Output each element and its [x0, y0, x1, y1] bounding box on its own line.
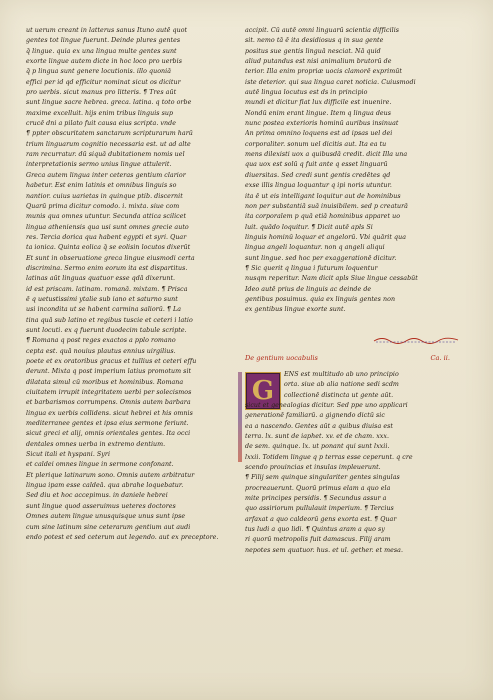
text-line: ENS est multitudo ab uno principio — [284, 371, 399, 378]
text-line: lingua ex uerbis collidens. sicut hebrei et his omnis — [26, 409, 193, 417]
text-line: Quarū prima dicitur comodo. i. mixta. siue com — [26, 202, 180, 210]
text-line: sunt lingue. sed hoc per exaggerationē dicitur. — [245, 254, 397, 262]
text-line: usi incondita ut se habent carmina saliorū. ¶ La — [26, 306, 182, 314]
text-line: res. Tercia dorica qua habent egypti et syri. Quar — [26, 233, 187, 241]
text-line: ex gentibus lingue exorte sunt. — [245, 306, 346, 314]
text-line: Et plerique latinarum sono. Omnis autem arbitratur — [26, 471, 195, 479]
text-line: scendo prouincias et insulas impleuerunt. — [245, 464, 381, 472]
text-line: trium linguarum cognitio necessaria est. ut ad alte — [26, 140, 191, 148]
text-line: lxxii. Totidem lingue q p terras esse ceperunt. q cre — [245, 453, 413, 461]
text-line: collectionē distincta ut gente aūt. — [284, 391, 394, 399]
text-line: sit. nemo tā ē ita desidiosus q in sua gente — [245, 37, 384, 45]
initial-letter: G — [251, 376, 275, 406]
text-line: endo potest et sed ceterum aut legendo. aut ex preceptore. — [26, 533, 219, 541]
text-line: linguis hominū loquar et angelorū. Vbi quārit qua — [245, 233, 406, 241]
text-line: lingua angeli loquantur. non q angeli aliqui — [245, 244, 385, 252]
text-line: nantior. cuius uarietas in quinque ptib. discernit — [26, 192, 183, 200]
text-line: ¶ Filij sem quinque singulariter gentes singulas — [245, 474, 400, 482]
text-line: ciuitatem irrupit integritatem uerbi per solecismos — [26, 389, 192, 397]
text-line: iste deterior. qui sua lingua caret noticia. Cuiusmodi — [245, 78, 416, 86]
text-line: cepta est. quā nouius plautus ennius uirgilius. — [26, 347, 176, 355]
text-line: mite principes persidis. ¶ Secundus assur a — [245, 495, 387, 503]
text-line: autē lingua locutus est ds in principio — [245, 89, 368, 97]
text-line: terior. Illa enim propriæ uocis clamorē exprimūt — [245, 68, 402, 76]
text-line: sicut greci et alij, omnis orientales gentes. Ita occi — [26, 430, 191, 438]
initial-border-flourish — [238, 372, 242, 462]
text-line: poete et ex oratoribus gracus et tullius et ceteri effu — [26, 358, 197, 365]
rubric-chapter-number: Ca. ii. — [430, 354, 450, 362]
text-line: positus sue gentis linguā nesciat. Nā quid — [245, 47, 381, 55]
text-line: ¶ Sic querit q lingua i futurum loquentur — [245, 264, 378, 272]
text-line: nunc postea exterioris hominū auribus insinuat — [245, 120, 399, 128]
text-line: non per substantiā suā inuisibilem. sed p creaturā — [245, 202, 408, 210]
text-line: diuersitas. Sed credi sunt gentis credētes qd — [245, 171, 391, 179]
text-line: sicut et genealogias dicitur. Sed ppe uno applicari — [245, 402, 408, 409]
text-line: habetur. Est enim latinis et omnibus linguis so — [26, 182, 177, 190]
text-line: orta. siue ab alia natione sedi scdm — [284, 381, 399, 389]
text-line: Omnes autem lingue unusquisque unus sunt ipse — [26, 513, 186, 521]
text-line: q̄ p lingua sunt genere locutionis. illo quoniā — [26, 68, 172, 76]
text-line: luit. quādo loquitur. ¶ Dicit autē apls Si — [245, 223, 373, 231]
text-line: pro uerbis. sicut manus pro litteris. ¶ Tres aūt — [26, 89, 177, 97]
text-line: Ideo autē prius de linguis ac deinde de — [245, 285, 372, 293]
text-line: An prima omnino loquens est ad ipsas uel dei — [245, 130, 393, 138]
text-line: arfaxat a quo caldeorū gens exorta est. ¶ Quar — [245, 515, 397, 523]
text-line: nusqm reperitur. Nam dicit apls Siue lingue cessabūt — [245, 275, 418, 283]
text-line: aliud putandus est nisi animalium brutorū de — [245, 58, 392, 66]
text-line: sunt locuti. ex q fuerunt duodecim tabule scripte. — [26, 326, 187, 334]
right-text-column-top — [245, 26, 450, 326]
text-line: ut uerum creant in latterus sanus Ituno autē quot — [26, 27, 188, 34]
text-line: Sed diu et hoc accepimus. in daniele hebrei — [26, 492, 168, 500]
text-line: sunt lingue sacre hebrea. greca. latina. q toto orbe — [26, 99, 192, 107]
text-line: mundi et dicitur fiat lux difficile est inuenire. — [245, 99, 392, 107]
text-line: gentibus posuimus. quia ex linguis gentes non — [245, 295, 396, 303]
text-line: q̄ lingue. quia ex una lingua multe gentes sunt — [26, 47, 177, 55]
text-line: accipit. Cū autē omni linguarū scientia difficilis — [245, 27, 400, 34]
text-line: gentes tot lingue fuerunt. Deinde plures gentes — [26, 37, 181, 45]
text-line: ita ē ut eis intelligant loquitur aut de hominibus — [245, 192, 401, 200]
text-line: Greca autem lingua inter ceteras gentium clarior — [26, 171, 186, 179]
text-line: de sem. quinque. lx. ut ponant qui sunt lxxii. — [245, 443, 390, 451]
text-line: discrimina. Sermo enim eorum ita est dispartitus. — [26, 264, 188, 272]
text-line: ram recurratur. dū siquā dubitationem nomis uel — [26, 151, 185, 159]
text-line: ē q uetustissimi ytalie sub iano et saturno sunt — [26, 295, 178, 303]
text-line: interpretationis sermo unius lingue attulerit. — [26, 161, 172, 169]
text-line: Et sunt in obseruatione greca lingue eiusmodi certa — [26, 254, 195, 262]
right-text-column-bottom — [245, 401, 450, 681]
text-line: exorte lingue autem dicte in hoc loco pro uerbis — [26, 58, 182, 66]
text-line: cum sine latinum sine ceterarum gentium aut audi — [26, 523, 191, 531]
left-text-column — [26, 26, 231, 676]
text-line: mens dilexisti uox a quibusdā credit. dicit Illa una — [245, 151, 408, 159]
text-line: crucē dni a pilato fuit causa eius scripta. vnde — [26, 120, 176, 128]
text-line: tina quā sub latino et regibus tuscie et ceteri i latio — [26, 316, 193, 324]
text-line: latinas aūt linguas quatuor esse qdā dixerunt. — [26, 275, 176, 283]
text-line: dentales omnes uerba in extremo dentium. — [26, 440, 166, 448]
text-line: generationē familiarū. a gignendo dictū sic — [245, 412, 385, 420]
text-line: dilatata simul cū moribus et hominibus. Romana — [26, 378, 184, 386]
text-line: ita corporalem p quā etiā hominibus apparet uo — [245, 213, 401, 221]
text-line: corporaliter. sonum uel dicitis aut. Ita ea tu — [245, 140, 387, 148]
rubric-title: De gentium uocabulis — [245, 354, 318, 362]
text-line: ¶ Romana q post reges exactos a pplo romano — [26, 337, 176, 345]
text-line: ea a nascendo. Gentes aūt a quibus diuisa est — [245, 422, 393, 430]
text-line: et caldei omnes lingue in sermone confonant. — [26, 461, 174, 469]
text-line: mediterranee gentes et ipsa eius sermone feriunt. — [26, 420, 189, 428]
red-flourish-ornament — [372, 336, 460, 344]
text-line: procreauerunt. Quorū primus elam a quo ela — [245, 484, 391, 492]
text-line: effici per id qd efficitur nominat sicut os dicitur — [26, 78, 181, 86]
text-line: tus ludi a quo lidi. ¶ Quintus aram a quo sy — [245, 526, 385, 534]
text-line: Sicut itali et hyspani. Syri — [26, 451, 111, 459]
chapter-rubric — [245, 354, 450, 362]
text-line: nepotes sem quatuor. hus. et ul. gether. et mesa. — [245, 546, 404, 554]
text-line: quo assiriorum pullulauit imperium. ¶ Tercius — [245, 505, 394, 513]
text-line: et barbarismos corrumpens. Omnis autem barbara — [26, 399, 191, 407]
text-line: munis qua omnes utuntur. Secunda attica scilicet — [26, 213, 187, 221]
text-line: ri quorū metropolis fuit damascus. Filij aram — [245, 536, 391, 544]
text-line: ta ionica. Quinta eolica q̄ se eolisin locutos dixerūt — [26, 244, 191, 252]
text-line: exse illis lingua loquantur q ipi noris utuntur. — [245, 182, 392, 190]
text-line: qua uox est solū q fuit ante q esset linguarū — [245, 161, 388, 169]
text-line: maxime excelluit. hijs enim tribus linguis sup — [26, 109, 174, 117]
text-line: lingua ipam esse caldeā. qua abrahe loquebatur. — [26, 482, 184, 490]
text-line: Nondū enim erant lingue. Item q lingua deus — [245, 109, 392, 117]
text-line: lingua atheniensis qua usi sunt omnes grecie auto — [26, 223, 189, 231]
text-line: sunt lingue quod asseruimus ueteres doctores — [26, 502, 176, 510]
text-line: terra. lx. sunt de iaphet. xv. et de cham. xxx. — [245, 433, 390, 441]
text-line: ¶ ppter obscuritatem sanctarum scripturarum harū — [26, 130, 193, 138]
text-line: derunt. Mixta q post imperium latius promotum sit — [26, 368, 192, 376]
text-line: id est priscam. latinam. romanā. mixtam. ¶ Prisca — [26, 285, 188, 293]
